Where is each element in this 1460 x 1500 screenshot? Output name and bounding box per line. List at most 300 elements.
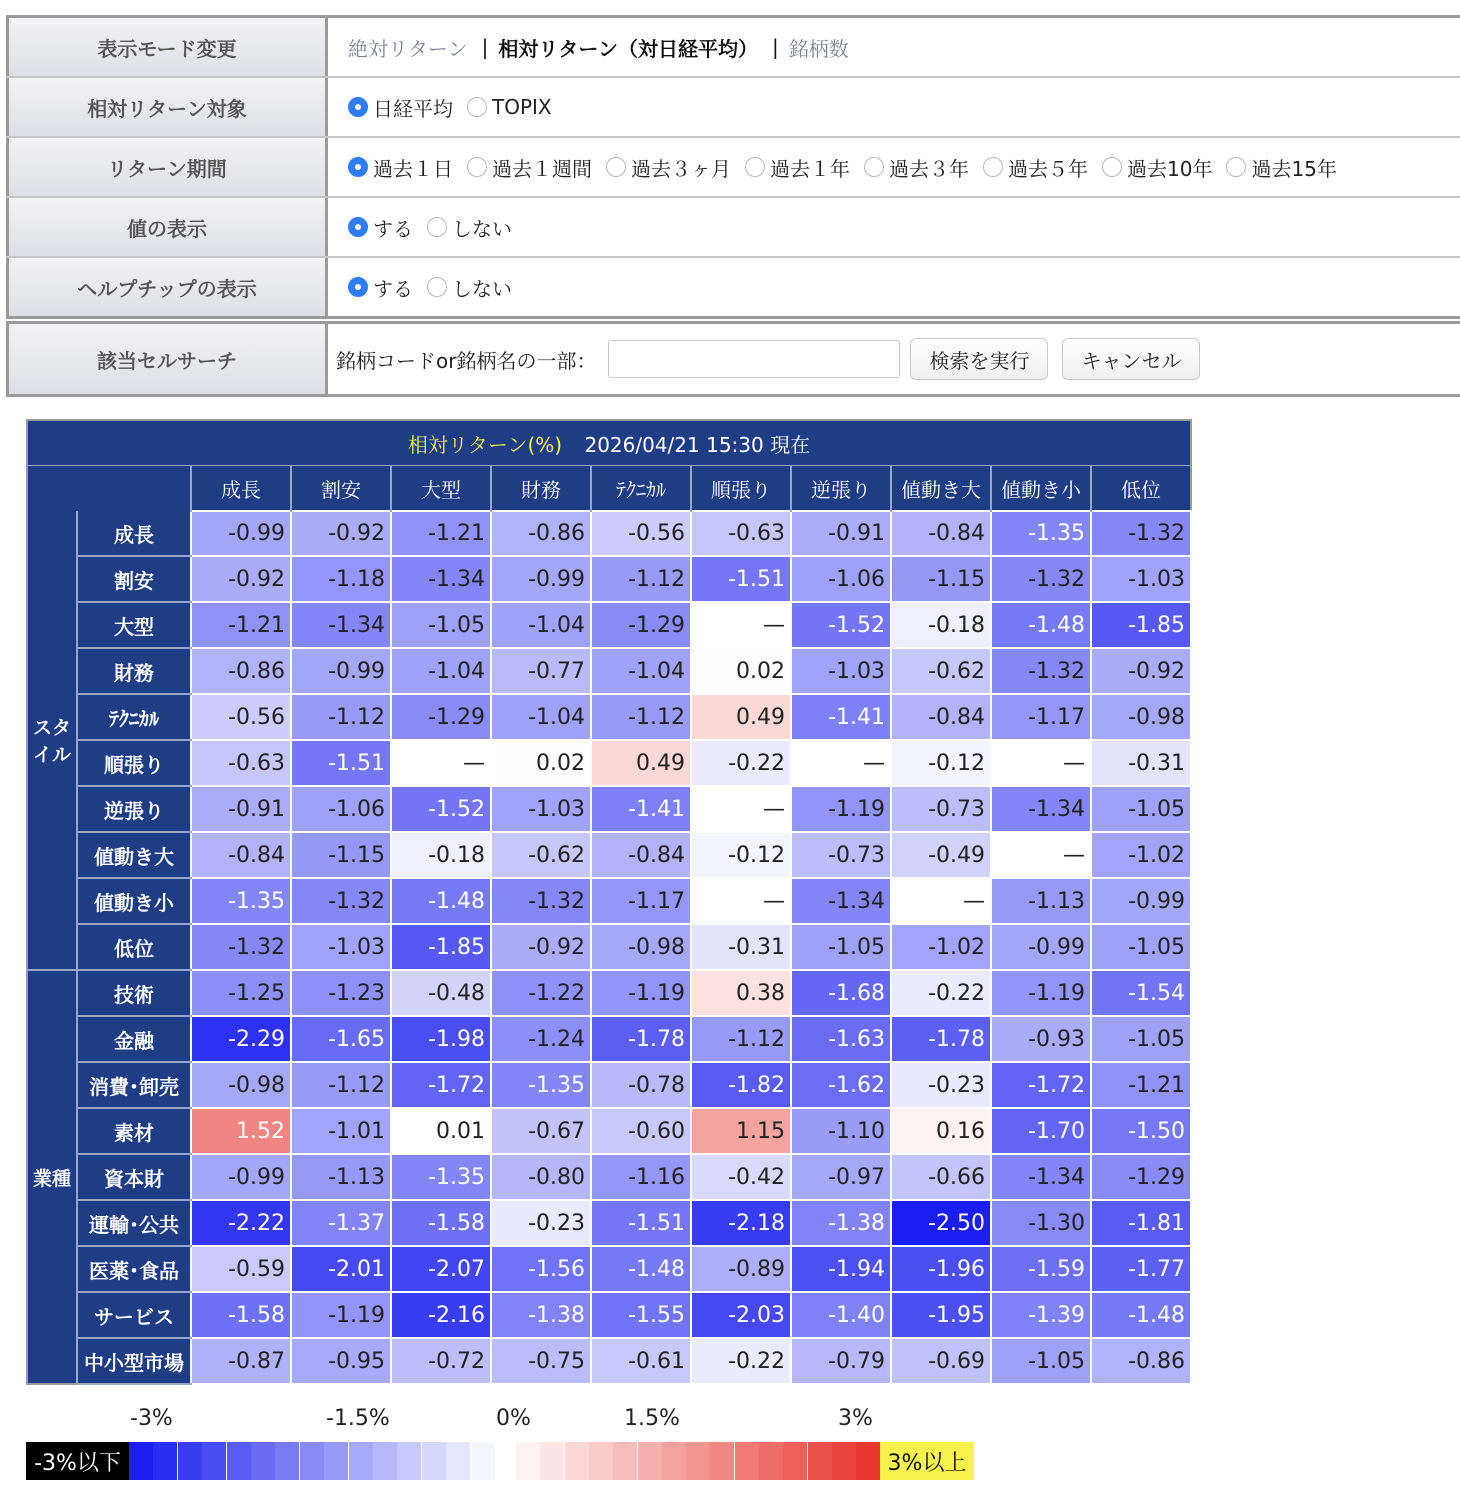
heatmap-cell[interactable]: -0.89: [691, 1246, 791, 1292]
heatmap-cell[interactable]: -1.25: [191, 970, 291, 1016]
heatmap-cell[interactable]: -0.62: [491, 832, 591, 878]
heatmap-cell[interactable]: -1.52: [791, 602, 891, 648]
heatmap-cell[interactable]: -0.73: [891, 786, 991, 832]
heatmap-cell[interactable]: -0.80: [491, 1154, 591, 1200]
heatmap-cell[interactable]: -0.66: [891, 1154, 991, 1200]
heatmap-cell[interactable]: -0.63: [191, 740, 291, 786]
radio-empty-icon: [1102, 157, 1122, 177]
heatmap-cell[interactable]: -1.55: [591, 1292, 691, 1338]
relative-return-heatmap: [26, 419, 1192, 1385]
row-label: 割安: [77, 556, 191, 602]
header-corner: [27, 466, 191, 512]
legend-tick: -1.5%: [326, 1406, 390, 1431]
legend-color-swatch: [202, 1442, 226, 1480]
heatmap-cell[interactable]: -1.65: [291, 1016, 391, 1062]
period-radio-group: [328, 138, 1460, 196]
heatmap-cell[interactable]: -0.92: [191, 556, 291, 602]
row-label: 財務: [77, 648, 191, 694]
heatmap-cell[interactable]: -0.99: [191, 511, 291, 556]
heatmap-cell[interactable]: -1.32: [1091, 511, 1191, 556]
heatmap-cell[interactable]: -1.94: [791, 1246, 891, 1292]
heatmap-cell[interactable]: -0.49: [891, 832, 991, 878]
mode-absolute-link[interactable]: 絶対リターン: [348, 36, 468, 61]
heatmap-cell[interactable]: 0.38: [691, 970, 791, 1016]
heatmap-cell[interactable]: -1.58: [391, 1200, 491, 1246]
heatmap-cell[interactable]: -0.95: [291, 1338, 391, 1384]
heatmap-cell[interactable]: -0.56: [191, 694, 291, 740]
search-input[interactable]: [608, 340, 900, 378]
heatmap-cell[interactable]: -0.91: [191, 786, 291, 832]
heatmap-cell[interactable]: -0.98: [191, 1062, 291, 1108]
heatmap-cell[interactable]: -1.77: [1091, 1246, 1191, 1292]
heatmap-cell[interactable]: -1.21: [391, 511, 491, 556]
heatmap-cell[interactable]: —: [691, 878, 791, 924]
heatmap-cell[interactable]: —: [691, 602, 791, 648]
heatmap-cell[interactable]: -0.63: [691, 511, 791, 556]
heatmap-cell[interactable]: -1.38: [791, 1200, 891, 1246]
heatmap-cell[interactable]: -0.31: [691, 924, 791, 970]
heatmap-cell[interactable]: -1.63: [791, 1016, 891, 1062]
heatmap-cell[interactable]: -1.19: [991, 970, 1091, 1016]
heatmap-cell[interactable]: -1.95: [891, 1292, 991, 1338]
search-row: [6, 324, 1460, 394]
heatmap-cell[interactable]: -1.04: [391, 648, 491, 694]
heatmap-cell[interactable]: 1.52: [191, 1108, 291, 1154]
heatmap-cell[interactable]: -0.75: [491, 1338, 591, 1384]
heatmap-cell[interactable]: -0.84: [891, 511, 991, 556]
heatmap-cell[interactable]: —: [991, 832, 1091, 878]
heatmap-cell[interactable]: -1.19: [291, 1292, 391, 1338]
cancel-button[interactable]: キャンセル: [1062, 338, 1200, 380]
table-row: [27, 1154, 1191, 1200]
heatmap-cell[interactable]: -1.10: [791, 1108, 891, 1154]
table-row: [27, 694, 1191, 740]
heatmap-cell[interactable]: -1.16: [591, 1154, 691, 1200]
heatmap-cell[interactable]: -1.51: [691, 556, 791, 602]
radio-empty-icon: [864, 157, 884, 177]
radio-empty-icon: [427, 277, 447, 297]
heatmap-cell[interactable]: -1.18: [291, 556, 391, 602]
radio-label: 過去３年: [889, 156, 969, 181]
heatmap-cell[interactable]: -1.22: [491, 970, 591, 1016]
radio-empty-icon: [427, 217, 447, 237]
radio-selected-icon: [348, 97, 368, 117]
table-row: [27, 556, 1191, 602]
heatmap-cell[interactable]: -0.22: [891, 970, 991, 1016]
legend-color-swatch: [422, 1442, 446, 1480]
legend-color-swatch: [300, 1442, 324, 1480]
legend-color-swatch: [540, 1442, 564, 1480]
heatmap-cell[interactable]: -0.60: [591, 1108, 691, 1154]
heatmap-cell[interactable]: -1.03: [491, 786, 591, 832]
target-radio-nikkei[interactable]: [348, 93, 453, 122]
period-radio-1w[interactable]: [467, 153, 592, 182]
heatmap-cell[interactable]: -2.22: [191, 1200, 291, 1246]
heatmap-cell[interactable]: -1.12: [591, 556, 691, 602]
heatmap-cell[interactable]: -0.91: [791, 511, 891, 556]
radio-label: しない: [452, 216, 512, 241]
heatmap-cell[interactable]: -0.59: [191, 1246, 291, 1292]
heatmap-cell[interactable]: -1.98: [391, 1016, 491, 1062]
legend-tick: 1.5%: [624, 1406, 680, 1431]
row-group-label: スタイル: [27, 511, 77, 970]
heatmap-cell[interactable]: -1.34: [991, 786, 1091, 832]
period-radio-15y[interactable]: [1226, 153, 1336, 182]
heatmap-cell[interactable]: -1.04: [491, 694, 591, 740]
heatmap-cell[interactable]: -0.87: [191, 1338, 291, 1384]
period-label: リターン期間: [6, 138, 328, 196]
table-row: [27, 740, 1191, 786]
target-label: 相対リターン対象: [6, 78, 328, 136]
radio-label: 過去５年: [1008, 156, 1088, 181]
heatmap-cell[interactable]: -1.32: [491, 878, 591, 924]
heatmap-cell[interactable]: 0.01: [391, 1108, 491, 1154]
column-header: 値動き大: [891, 466, 991, 512]
heatmap-cell[interactable]: -1.24: [491, 1016, 591, 1062]
heatmap-cell[interactable]: -1.04: [591, 648, 691, 694]
heatmap-cell[interactable]: -1.01: [291, 1108, 391, 1154]
heatmap-cell[interactable]: -1.03: [1091, 556, 1191, 602]
heatmap-cell[interactable]: -0.92: [1091, 648, 1191, 694]
heatmap-cell[interactable]: -1.03: [791, 648, 891, 694]
heatmap-cell[interactable]: -0.69: [891, 1338, 991, 1384]
heatmap-cell[interactable]: -1.02: [891, 924, 991, 970]
heatmap-cell[interactable]: -1.34: [291, 602, 391, 648]
help-tip-radio-group: [328, 258, 1460, 316]
legend-color-swatch: [589, 1442, 613, 1480]
heatmap-cell[interactable]: -1.06: [791, 556, 891, 602]
heatmap-cell[interactable]: -1.19: [791, 786, 891, 832]
heatmap-cell[interactable]: -1.29: [391, 694, 491, 740]
heatmap-cell[interactable]: -1.82: [691, 1062, 791, 1108]
search-button[interactable]: 検索を実行: [910, 338, 1048, 380]
heatmap-cell[interactable]: -1.41: [791, 694, 891, 740]
heatmap-cell[interactable]: -2.50: [891, 1200, 991, 1246]
mode-label: 表示モード変更: [6, 18, 328, 76]
heatmap-cell[interactable]: -1.05: [991, 1338, 1091, 1384]
radio-selected-icon: [348, 157, 368, 177]
heatmap-cell[interactable]: -0.56: [591, 511, 691, 556]
heatmap-cell[interactable]: -0.31: [1091, 740, 1191, 786]
legend-color-swatch: [832, 1442, 856, 1480]
heatmap-cell[interactable]: -2.16: [391, 1292, 491, 1338]
heatmap-cell[interactable]: -1.29: [591, 602, 691, 648]
heatmap-cell[interactable]: 0.02: [491, 740, 591, 786]
heatmap-cell[interactable]: -0.92: [491, 924, 591, 970]
radio-label: TOPIX: [492, 95, 552, 119]
heatmap-cell[interactable]: -0.97: [791, 1154, 891, 1200]
heatmap-cell[interactable]: -1.39: [991, 1292, 1091, 1338]
heatmap-cell[interactable]: -0.84: [891, 694, 991, 740]
legend-tick: 0%: [496, 1406, 531, 1431]
table-row: [27, 1200, 1191, 1246]
heatmap-cell[interactable]: -1.05: [1091, 786, 1191, 832]
mode-count-link[interactable]: 銘柄数: [788, 36, 849, 61]
legend-high-label: 3%以上: [880, 1442, 974, 1480]
heatmap-cell[interactable]: 0.02: [691, 648, 791, 694]
heatmap-cell[interactable]: -0.23: [891, 1062, 991, 1108]
radio-label: 過去１日: [373, 156, 453, 181]
heatmap-cell[interactable]: -0.77: [491, 648, 591, 694]
heatmap-cell[interactable]: -0.98: [591, 924, 691, 970]
column-header: 成長: [191, 466, 291, 512]
radio-label: 過去１年: [770, 156, 850, 181]
radio-empty-icon: [983, 157, 1003, 177]
heatmap-cell[interactable]: -1.21: [191, 602, 291, 648]
heatmap-cell[interactable]: -1.05: [391, 602, 491, 648]
heatmap-cell[interactable]: -1.41: [591, 786, 691, 832]
heatmap-cell[interactable]: -1.48: [591, 1246, 691, 1292]
heatmap-cell[interactable]: 0.49: [691, 694, 791, 740]
heatmap-cell[interactable]: -1.02: [1091, 832, 1191, 878]
value-display-radio-off[interactable]: [427, 213, 512, 242]
heatmap-cell[interactable]: -0.99: [291, 648, 391, 694]
heatmap-cell[interactable]: -0.22: [691, 740, 791, 786]
heatmap-cell[interactable]: -0.12: [691, 832, 791, 878]
heatmap-cell[interactable]: -0.92: [291, 511, 391, 556]
table-row: [27, 1062, 1191, 1108]
heatmap-cell[interactable]: -1.32: [991, 648, 1091, 694]
help-tip-radio-off[interactable]: [427, 273, 512, 302]
heatmap-cell[interactable]: -0.99: [491, 556, 591, 602]
heatmap-cell[interactable]: -1.40: [791, 1292, 891, 1338]
heatmap-cell[interactable]: -2.03: [691, 1292, 791, 1338]
heatmap-cell[interactable]: -1.51: [291, 740, 391, 786]
legend-color-swatch: [471, 1442, 495, 1480]
heatmap-cell[interactable]: -1.34: [791, 878, 891, 924]
heatmap-cell[interactable]: -1.96: [891, 1246, 991, 1292]
heatmap-cell[interactable]: -1.17: [991, 694, 1091, 740]
heatmap-cell[interactable]: -0.84: [191, 832, 291, 878]
table-row: [27, 1338, 1191, 1384]
heatmap-cell[interactable]: -1.19: [591, 970, 691, 1016]
radio-label: 過去３ヶ月: [631, 156, 731, 181]
settings-panel: [6, 15, 1460, 319]
legend-color-swatch: [613, 1442, 637, 1480]
heatmap-cell[interactable]: -1.06: [291, 786, 391, 832]
heatmap-cell[interactable]: -1.38: [491, 1292, 591, 1338]
period-radio-1d[interactable]: [348, 153, 453, 182]
heatmap-title-row: [27, 420, 1191, 466]
heatmap-cell[interactable]: -1.29: [1091, 1154, 1191, 1200]
heatmap-cell[interactable]: -0.61: [591, 1338, 691, 1384]
heatmap-cell[interactable]: -1.34: [391, 556, 491, 602]
heatmap-cell[interactable]: -1.54: [1091, 970, 1191, 1016]
heatmap-cell[interactable]: -1.05: [1091, 1016, 1191, 1062]
heatmap-cell[interactable]: -2.18: [691, 1200, 791, 1246]
period-radio-3y[interactable]: [864, 153, 969, 182]
mode-options: [328, 18, 1460, 76]
heatmap-cell[interactable]: -0.42: [691, 1154, 791, 1200]
heatmap-cell[interactable]: -0.78: [591, 1062, 691, 1108]
heatmap-cell[interactable]: -0.23: [491, 1200, 591, 1246]
column-header: 財務: [491, 466, 591, 512]
heatmap-cell[interactable]: -1.48: [1091, 1292, 1191, 1338]
heatmap-cell[interactable]: -0.72: [391, 1338, 491, 1384]
heatmap-cell[interactable]: -1.48: [391, 878, 491, 924]
heatmap-cell[interactable]: -0.86: [191, 648, 291, 694]
legend-color-swatch: [324, 1442, 348, 1480]
heatmap-cell[interactable]: -1.34: [991, 1154, 1091, 1200]
heatmap-cell[interactable]: -1.78: [891, 1016, 991, 1062]
heatmap-cell[interactable]: -1.13: [291, 1154, 391, 1200]
heatmap-cell[interactable]: -1.35: [491, 1062, 591, 1108]
heatmap-cell[interactable]: -0.93: [991, 1016, 1091, 1062]
table-row: [27, 602, 1191, 648]
heatmap-cell[interactable]: 1.15: [691, 1108, 791, 1154]
heatmap-cell[interactable]: -1.05: [1091, 924, 1191, 970]
heatmap-cell[interactable]: -1.72: [391, 1062, 491, 1108]
heatmap-cell[interactable]: -0.99: [191, 1154, 291, 1200]
heatmap-cell[interactable]: -0.98: [1091, 694, 1191, 740]
legend-color-swatch: [662, 1442, 686, 1480]
help-tip-radio-on[interactable]: [348, 273, 413, 302]
heatmap-cell[interactable]: -0.86: [1091, 1338, 1191, 1384]
value-display-radio-on[interactable]: [348, 213, 413, 242]
legend-color-swatch: [686, 1442, 710, 1480]
heatmap-cell[interactable]: -0.86: [491, 511, 591, 556]
heatmap-cell[interactable]: -1.78: [591, 1016, 691, 1062]
period-radio-1y[interactable]: [745, 153, 850, 182]
row-label: 値動き小: [77, 878, 191, 924]
heatmap-cell[interactable]: -1.12: [291, 1062, 391, 1108]
period-radio-10y[interactable]: [1102, 153, 1212, 182]
legend-color-swatch: [227, 1442, 251, 1480]
search-label: 該当セルサーチ: [6, 324, 328, 394]
legend-color-swatch: [397, 1442, 421, 1480]
heatmap-cell[interactable]: -1.17: [591, 878, 691, 924]
heatmap-cell[interactable]: -1.35: [191, 878, 291, 924]
heatmap-cell[interactable]: -0.48: [391, 970, 491, 1016]
heatmap-cell[interactable]: -1.12: [691, 1016, 791, 1062]
row-label: 成長: [77, 511, 191, 556]
help-tip-label: ヘルプチップの表示: [6, 258, 328, 316]
column-header: 順張り: [691, 466, 791, 512]
row-label: ﾃｸﾆｶﾙ: [77, 694, 191, 740]
heatmap-cell[interactable]: -1.03: [291, 924, 391, 970]
heatmap-cell[interactable]: -1.32: [991, 556, 1091, 602]
radio-empty-icon: [1226, 157, 1246, 177]
legend-color-swatch: [129, 1442, 153, 1480]
radio-label: する: [373, 216, 413, 241]
legend-tick: -3%: [130, 1406, 173, 1431]
heatmap-cell[interactable]: -0.12: [891, 740, 991, 786]
heatmap-cell[interactable]: -1.35: [991, 511, 1091, 556]
heatmap-cell[interactable]: -0.99: [991, 924, 1091, 970]
row-label: 順張り: [77, 740, 191, 786]
heatmap-cell[interactable]: -1.23: [291, 970, 391, 1016]
table-row: [27, 511, 1191, 556]
heatmap-cell[interactable]: 0.49: [591, 740, 691, 786]
heatmap-cell[interactable]: -0.67: [491, 1108, 591, 1154]
column-header: 値動き小: [991, 466, 1091, 512]
heatmap-cell[interactable]: -1.32: [191, 924, 291, 970]
heatmap-cell[interactable]: -1.70: [991, 1108, 1091, 1154]
heatmap-cell[interactable]: -1.58: [191, 1292, 291, 1338]
heatmap-cell[interactable]: -1.59: [991, 1246, 1091, 1292]
legend-color-swatch: [783, 1442, 807, 1480]
heatmap-cell[interactable]: —: [691, 786, 791, 832]
legend-color-swatch: [178, 1442, 202, 1480]
heatmap-cell[interactable]: -0.18: [391, 832, 491, 878]
heatmap-cell[interactable]: -1.05: [791, 924, 891, 970]
heatmap-cell[interactable]: —: [991, 740, 1091, 786]
column-header: ﾃｸﾆｶﾙ: [591, 466, 691, 512]
heatmap-cell[interactable]: -0.22: [691, 1338, 791, 1384]
row-label: 消費･卸売: [77, 1062, 191, 1108]
mode-relative-current: 相対リターン（対日経平均）: [498, 36, 758, 61]
heatmap-cell[interactable]: -0.18: [891, 602, 991, 648]
heatmap-cell[interactable]: -0.73: [791, 832, 891, 878]
row-label: 資本財: [77, 1154, 191, 1200]
heatmap-cell[interactable]: -1.32: [291, 878, 391, 924]
heatmap-cell[interactable]: -1.56: [491, 1246, 591, 1292]
heatmap-cell[interactable]: -1.51: [591, 1200, 691, 1246]
heatmap-cell[interactable]: -1.81: [1091, 1200, 1191, 1246]
row-label: 中小型市場: [77, 1338, 191, 1384]
heatmap-cell[interactable]: -1.68: [791, 970, 891, 1016]
row-label: 金融: [77, 1016, 191, 1062]
heatmap-cell[interactable]: —: [891, 878, 991, 924]
heatmap-cell[interactable]: -0.99: [1091, 878, 1191, 924]
heatmap-cell[interactable]: -1.04: [491, 602, 591, 648]
period-radio-3m[interactable]: [606, 153, 731, 182]
heatmap-cell[interactable]: -1.62: [791, 1062, 891, 1108]
period-radio-5y[interactable]: [983, 153, 1088, 182]
heatmap-cell[interactable]: -2.01: [291, 1246, 391, 1292]
heatmap-cell[interactable]: -1.52: [391, 786, 491, 832]
heatmap-cell[interactable]: -1.37: [291, 1200, 391, 1246]
heatmap-cell[interactable]: -1.15: [891, 556, 991, 602]
heatmap-cell[interactable]: -1.15: [291, 832, 391, 878]
heatmap-cell[interactable]: -1.12: [591, 694, 691, 740]
heatmap-cell[interactable]: -0.84: [591, 832, 691, 878]
heatmap-cell[interactable]: -1.12: [291, 694, 391, 740]
heatmap-cell[interactable]: -1.35: [391, 1154, 491, 1200]
heatmap-cell[interactable]: -1.85: [1091, 602, 1191, 648]
radio-label: 過去10年: [1127, 156, 1213, 181]
row-label: 医薬･食品: [77, 1246, 191, 1292]
table-row: [27, 924, 1191, 970]
table-row: [27, 832, 1191, 878]
heatmap-cell[interactable]: 0.16: [891, 1108, 991, 1154]
heatmap-cell[interactable]: -0.62: [891, 648, 991, 694]
heatmap-cell[interactable]: -1.50: [1091, 1108, 1191, 1154]
value-display-row: [6, 198, 1460, 258]
heatmap-timestamp: 2026/04/21 15:30 現在: [584, 432, 811, 457]
legend-color-swatch: [153, 1442, 177, 1480]
mode-row: [6, 18, 1460, 78]
heatmap-cell[interactable]: -1.72: [991, 1062, 1091, 1108]
heatmap-cell[interactable]: —: [791, 740, 891, 786]
legend-color-swatch: [735, 1442, 759, 1480]
legend-color-swatch: [373, 1442, 397, 1480]
table-row: [27, 648, 1191, 694]
target-radio-topix[interactable]: [467, 95, 552, 119]
heatmap-cell[interactable]: -1.30: [991, 1200, 1091, 1246]
heatmap-cell[interactable]: -1.13: [991, 878, 1091, 924]
heatmap-cell[interactable]: -2.07: [391, 1246, 491, 1292]
legend-color-swatch: [638, 1442, 662, 1480]
heatmap-cell[interactable]: -1.21: [1091, 1062, 1191, 1108]
heatmap-cell[interactable]: -2.29: [191, 1016, 291, 1062]
heatmap-cell[interactable]: -1.85: [391, 924, 491, 970]
column-header: 割安: [291, 466, 391, 512]
heatmap-cell[interactable]: —: [391, 740, 491, 786]
legend-low-label: -3%以下: [26, 1442, 129, 1480]
heatmap-cell[interactable]: -0.79: [791, 1338, 891, 1384]
heatmap-cell[interactable]: -1.48: [991, 602, 1091, 648]
